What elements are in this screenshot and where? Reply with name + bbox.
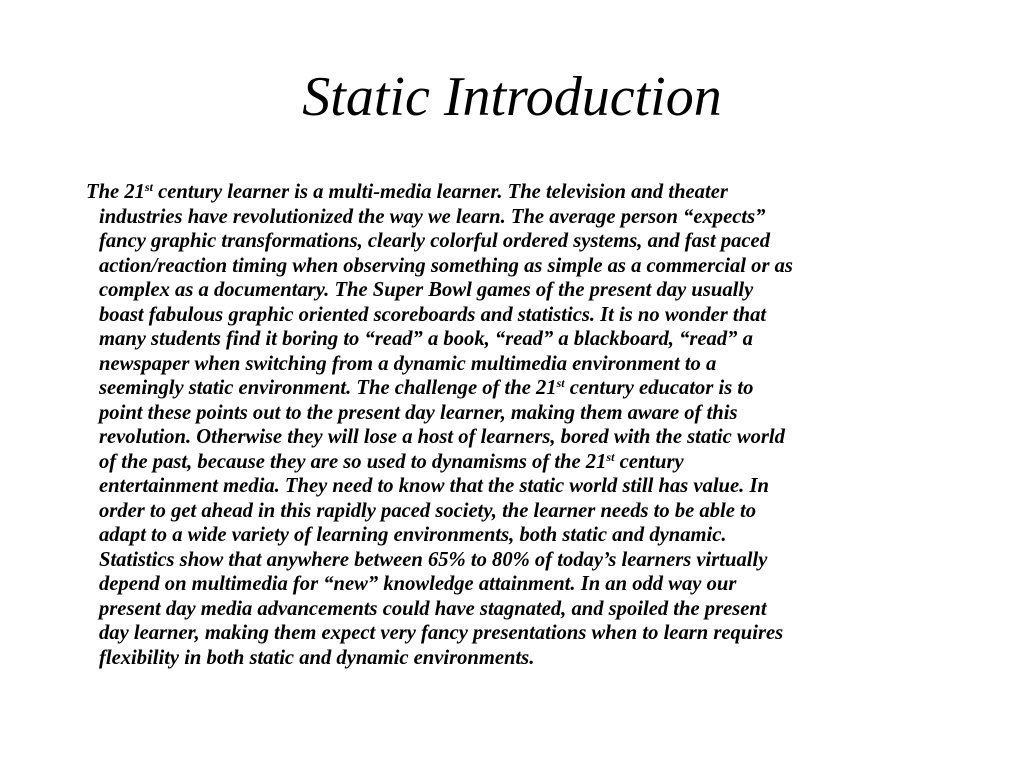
body-line <box>86 621 976 646</box>
body-line <box>86 425 976 450</box>
body-text: many students find it boring to “read” a book, “read” a blackboard, “read” a <box>99 328 753 350</box>
body-text: fancy graphic transformations, clearly colorful ordered systems, and fast paced <box>99 230 770 252</box>
body-text: flexibility in both static and dynamic environments. <box>99 646 535 669</box>
body-text: century <box>614 450 684 473</box>
body-text: revolution. Otherwise they will lose a host of learners, bored with the static world <box>99 426 785 448</box>
body-text: The 21 <box>86 181 145 203</box>
body-text: entertainment media. They need to know that the static world still has value. In <box>99 475 769 497</box>
body-text: century educator is to <box>564 377 754 399</box>
ordinal-suffix: st <box>556 376 565 390</box>
body-text: seemingly static environment. The challenge of the 21 <box>99 377 557 399</box>
body-line <box>86 278 976 303</box>
body-text: newspaper when switching from a dynamic multimedia environment to a <box>99 352 717 375</box>
body-text: depend on multimedia for “new” knowledge attainment. In an odd way our <box>99 573 737 595</box>
body-line <box>86 303 976 328</box>
slide-title: Static Introduction <box>302 66 722 128</box>
body-line <box>86 376 976 401</box>
body-text: boast fabulous graphic oriented scoreboards and statistics. It is no wonder that <box>99 303 767 326</box>
body-text: present day media advancements could have stagnated, and spoiled the present <box>99 597 767 620</box>
body-text: adapt to a wide variety of learning environments, both static and dynamic. <box>99 524 727 546</box>
body-line <box>86 523 976 548</box>
body-line <box>86 229 976 254</box>
ordinal-suffix: st <box>144 180 153 194</box>
slide-body-paragraph <box>86 180 976 670</box>
body-text: day learner, making them expect very fancy presentations when to learn requires <box>99 622 784 644</box>
body-line <box>86 499 976 524</box>
body-text: complex as a documentary. The Super Bowl games of the present day usually <box>99 279 754 301</box>
body-text: of the past, because they are so used to dynamisms of the 21 <box>99 450 607 473</box>
body-text: point these points out to the present day learner, making them aware of this <box>99 401 738 424</box>
body-text: industries have revolutionized the way we learn. The average person “expects” <box>99 205 766 228</box>
body-line <box>86 254 976 279</box>
body-line <box>86 572 976 597</box>
body-line <box>86 646 976 671</box>
body-line <box>86 180 976 205</box>
body-text: order to get ahead in this rapidly paced society, the learner needs to be able to <box>99 499 757 522</box>
body-text: century learner is a multi-media learner. The television and theater <box>152 181 728 203</box>
body-line <box>86 597 976 622</box>
body-line <box>86 352 976 377</box>
body-line <box>86 205 976 230</box>
body-line <box>86 474 976 499</box>
body-line <box>86 548 976 573</box>
body-line <box>86 327 976 352</box>
body-text: action/reaction timing when observing something as simple as a commercial or as <box>99 254 793 277</box>
body-line <box>86 450 976 475</box>
body-text: Statistics show that anywhere between 65% to 80% of today’s learners virtually <box>99 548 768 571</box>
body-line <box>86 401 976 426</box>
ordinal-suffix: st <box>606 449 615 464</box>
